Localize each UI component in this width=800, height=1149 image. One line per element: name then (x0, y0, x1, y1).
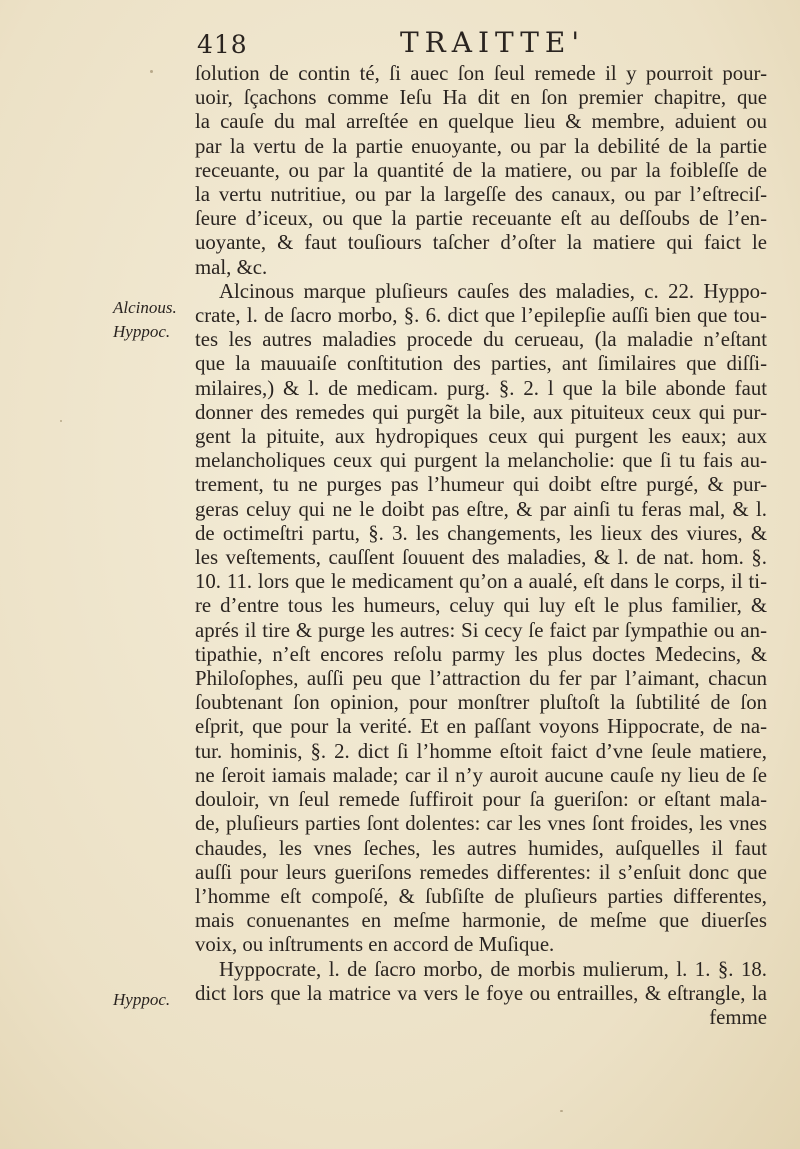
catchword: femme (709, 1005, 767, 1029)
text-line: Philoſophes, auſſi peu que l’attraction du fer par l’aimant, chacun (195, 667, 767, 691)
text-line: chaudes, les vnes ſeches, les autres humides, auſquelles il faut (195, 836, 767, 860)
text-line: la vertu nutritiue, ou par la largeſſe des canaux, ou par l’eſtreciſ- (195, 183, 767, 207)
paper-speck (560, 1110, 563, 1112)
text-line: aprés il tire & purge les autres: Si cecy ſe faict par ſympathie ou an- (195, 618, 767, 642)
text-line: milaires,) & l. de medicam. purg. §. 2. l que la bile abonde faut (195, 376, 767, 400)
running-head: TRAITTE' (400, 26, 586, 59)
text-line: ſolution de contin té, ſi auec ſon ſeul remede il y pourroit pour- (195, 62, 767, 85)
text-line: par la vertu de la partie enuoyante, ou par la debilité de la partie (195, 134, 767, 158)
text-line: de octimeſtri partu, §. 3. les changements, les lieux des viures, & (195, 521, 767, 545)
text-line: donner des remedes qui purgẽt la bile, aux pituiteux ceux qui pur- (195, 400, 767, 424)
paper-speck (60, 420, 62, 422)
paper-speck (150, 70, 153, 73)
text-line: de, pluſieurs parties ſont dolentes: car les vnes ſont froides, les vnes (195, 812, 767, 836)
text-line: crate, l. de ſacro morbo, §. 6. dict que l’epilepſie auſſi bien que tou- (195, 304, 767, 328)
text-line: gent la pituite, aux hydropiques ceux qui purgent les eaux; aux (195, 425, 767, 449)
text-line: uoir, ſçachons comme Ieſu Ha dit en ſon premier chapitre, que (195, 86, 767, 110)
text-line: geras celuy qui ne le doibt pas eſtre, & par ainſi tu feras mal, & l. (195, 497, 767, 521)
margin-note-hyppoc-2: Hyppoc. (113, 990, 171, 1009)
text-line: re d’entre tous les humeurs, celuy qui luy eſt le plus familier, & (195, 594, 767, 618)
text-line: mais conuenantes en meſme harmonie, de meſme que diuerſes (195, 909, 767, 933)
text-line: auſſi pour leurs gueriſons remedes differentes: il s’enſuit donc que (195, 860, 767, 884)
text-line: Hyppocrate, l. de ſacro morbo, de morbis mulierum, l. 1. §. 18. (219, 957, 767, 981)
text-line: mal, &c. (195, 255, 268, 279)
text-line: voix, ou inſtruments en accord de Muſique. (195, 933, 555, 957)
body-text (195, 62, 767, 1030)
text-line: l’homme eſt compoſé, & ſubſiſte de pluſieurs parties differentes, (195, 884, 767, 908)
text-line: tur. hominis, §. 2. dict ſi l’homme eſtoit faict d’vne ſeule matiere, (195, 739, 767, 763)
page-number: 418 (197, 30, 248, 59)
text-line: eſprit, que pour la verité. Et en paſſant voyons Hippocrate, de na- (195, 715, 767, 739)
text-line: que la mauuaiſe conſtitution des parties, ant ſimilaires que diſſi- (195, 352, 767, 376)
text-line: tipathie, n’eſt encores reſolu parmy les plus doctes Medecins, & (195, 642, 767, 666)
text-line: ne ſeroit iamais malade; car il n’y auroit aucune cauſe ny lieu de ſe (195, 763, 767, 787)
text-line: la cauſe du mal arreſtée en quelque lieu & membre, aduient ou (195, 110, 767, 134)
text-line: receuante, ou par la quantité de la matiere, ou par la foibleſſe de (195, 158, 767, 182)
margin-note-hyppoc: Hyppoc. (113, 322, 171, 341)
text-line: trement, tu ne purges pas l’humeur qui doibt eſtre purgé, & pur- (195, 473, 767, 497)
text-line: dict lors que la matrice va vers le foye ou entrailles, & eſtrangle, la (195, 981, 767, 1005)
text-line: douloir, vn ſeul remede ſuffiroit pour ſa gueriſon: or eſtant mala- (195, 788, 767, 812)
text-line: uoyante, & faut touſiours taſcher d’oſter la matiere qui faict le (195, 231, 767, 255)
text-line: 10. 11. lors que le medicament qu’on a aualé, eſt dans le corps, il ti- (195, 570, 767, 594)
text-line: tes les autres maladies procede du cerueau, (la maladie n’eſtant (195, 328, 767, 352)
text-line: Alcinous marque pluſieurs cauſes des maladies, c. 22. Hyppo- (219, 279, 767, 303)
text-line: melancholiques ceux qui purgent la melancholie: que ſi tu fais au- (195, 449, 767, 473)
text-line: les veſtements, cauſſent ſouuent des maladies, & l. de nat. hom. §. (195, 546, 767, 570)
margin-note-alcinous: Alcinous. (113, 298, 177, 317)
text-line: ſeure d’iceux, ou que la partie receuante eſt au deſſoubs de l’en- (195, 207, 767, 231)
text-line: ſoubtenant ſon opinion, pour monſtrer pluſtoſt la ſubtilité de ſon (195, 691, 767, 715)
